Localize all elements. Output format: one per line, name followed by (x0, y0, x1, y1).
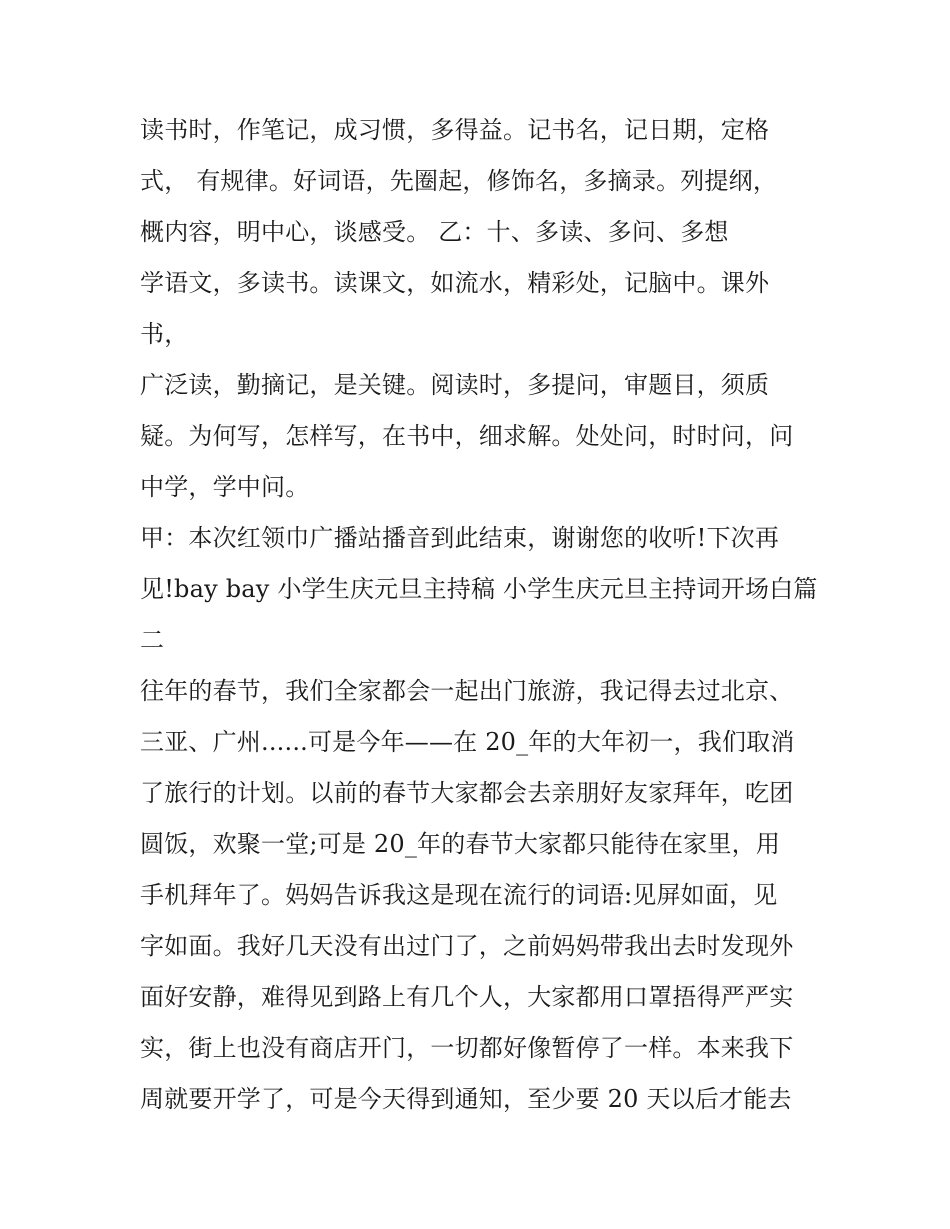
text-line: 实，街上也没有商店开门，一切都好像暂停了一样。本来我下 (140, 1034, 794, 1062)
text-line: 疑。为何写，怎样写，在书中，细求解。处处问，时时问，问 (140, 422, 794, 450)
text-line: 字如面。我好几天没有出过门了，之前妈妈带我出去时发现外 (140, 932, 794, 960)
text-line: 见!bay bay 小学生庆元旦主持稿 小学生庆元旦主持词开场白篇 (140, 575, 818, 603)
text-line: 了旅行的计划。以前的春节大家都会去亲朋好友家拜年，吃团 (140, 779, 794, 807)
text-line: 广泛读，勤摘记，是关键。阅读时，多提问，审题目，须质 (140, 371, 770, 399)
body-text (140, 109, 820, 1129)
text-line: 面好安静，难得见到路上有几个人，大家都用口罩捂得严严实 (140, 983, 794, 1011)
text-line: 中学，学中问。 (140, 473, 310, 501)
text-line: 手机拜年了。妈妈告诉我这是现在流行的词语:见屏如面，见 (140, 881, 778, 909)
text-line: 二 (140, 626, 165, 654)
text-line: 往年的春节，我们全家都会一起出门旅游，我记得去过北京、 (140, 677, 794, 705)
text-line: 概内容，明中心，谈感受。 乙：十、多读、多问、多想 (140, 218, 729, 246)
text-line: 三亚、广州......可是今年——在 20_年的大年初一，我们取消 (140, 728, 795, 756)
text-line: 甲：本次红领巾广播站播音到此结束，谢谢您的收听!下次再 (140, 524, 780, 552)
text-line: 圆饭，欢聚一堂;可是 20_年的春节大家都只能待在家里，用 (140, 830, 781, 858)
text-line: 式， 有规律。好词语，先圈起，修饰名，多摘录。列提纲， (140, 167, 778, 195)
text-line: 读书时，作笔记，成习惯，多得益。记书名，记日期，定格 (140, 116, 770, 144)
text-line: 书， (140, 320, 189, 348)
text-line: 周就要开学了，可是今天得到通知，至少要 20 天以后才能去 (140, 1085, 792, 1113)
text-line: 学语文，多读书。读课文，如流水，精彩处，记脑中。课外 (140, 269, 770, 297)
